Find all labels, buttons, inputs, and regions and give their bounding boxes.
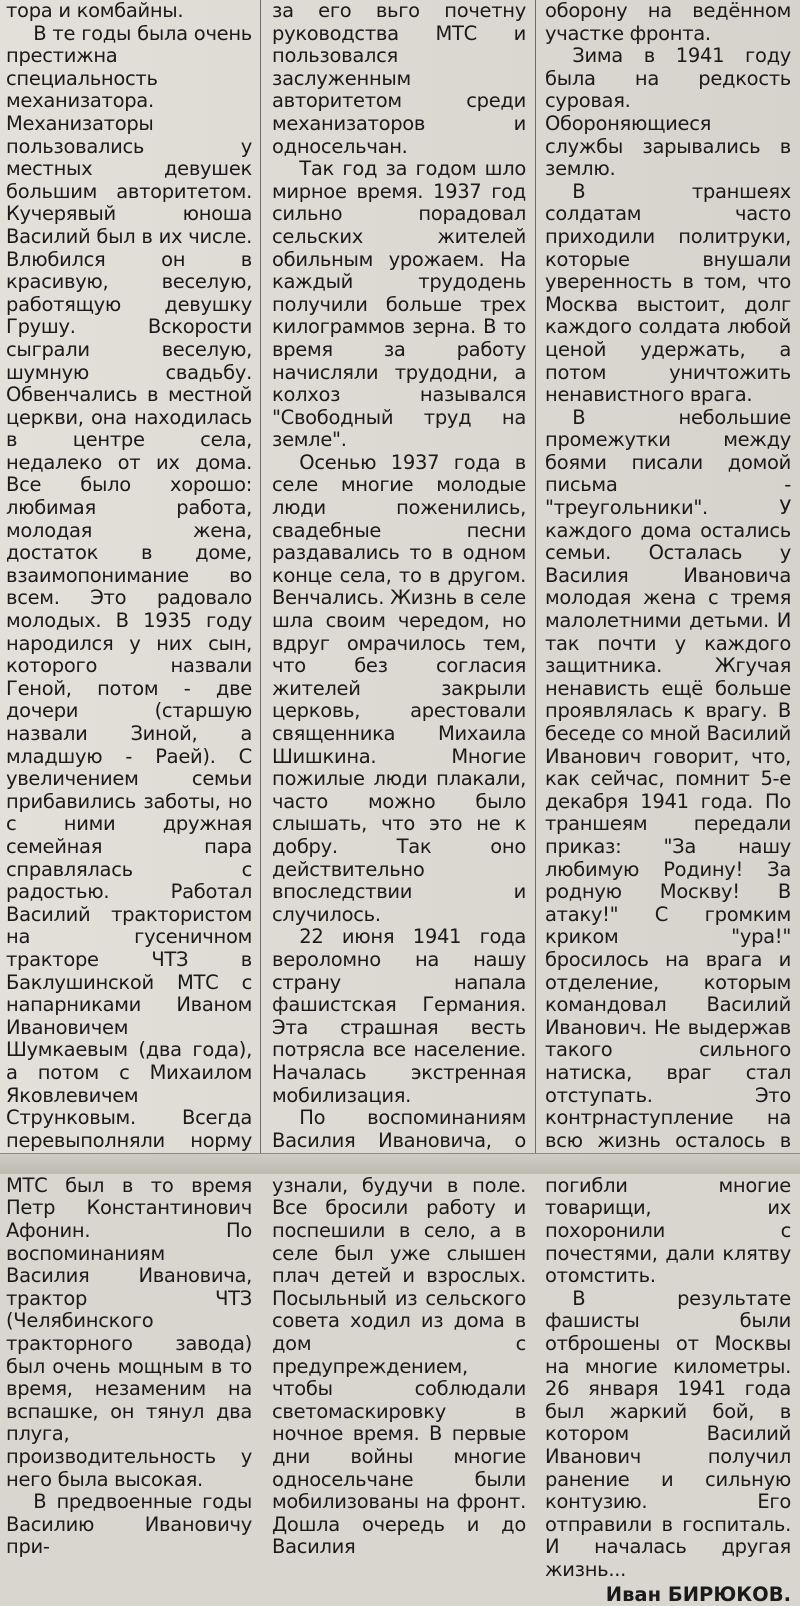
- article-column-2: [272, 0, 526, 1559]
- paragraph: Зима в 1941 году была на редкость суровая. Обороняющиеся службы зарывались в землю.: [545, 44, 791, 181]
- paragraph: В результате фашисты были отброшены от Москвы на многие километры. 26 января 1941 года был жаркий бой, в котором Василий Иванович получил ранение и сильную контузию. Его отправили в госпиталь. И началась другая жизнь...: [545, 1286, 791, 1581]
- page-bottom-edge: [0, 1153, 800, 1174]
- article-column-1: [6, 0, 252, 1559]
- author-signature: Иван БИРЮКОВ.: [605, 1582, 791, 1606]
- paragraph: В траншеях солдатам часто приходили политруки, которые внушали уверенность в том, что Москва выстоит, долг каждого солдата любой ценой удержать, а потом уничтожить ненавистного врага.: [545, 179, 791, 407]
- paragraph: 22 июня 1941 года вероломно на нашу страну напала фашистская Германия. Эта страшная весть потрясла все население. Началась экстренная мобилизация.: [272, 925, 526, 1107]
- paragraph: тора и комбайны.: [6, 0, 184, 22]
- paragraph: Осенью 1937 года в селе многие молодые люди поженились, свадебные песни раздавались то в одном конце села, то в другом. Венчались. Жизнь в селе шла своим чередом, но вдруг омрачилось тем, что без согласия жителей закрыли церковь, арестовали священника Михаила Шишкина. Многие пожилые люди плакали, часто можно было слышать, что это не к добру. Так оно действительно впоследствии и случилось.: [272, 450, 526, 926]
- paragraph: В небольшие промежутки между боями писали домой письма - "треугольники". У каждого дома остались семьи. Осталась у Василия Ивановича молодая жена с тремя малолетними детьми. И так почти у каждого защитника. Жгучая ненависть ещё больше проявлялась к врагу. В беседе со мной Василий Иванович говорит, что, как сейчас, помнит 5-е декабря 1941 года. По траншеям передали приказ: "За нашу любимую Родину! За родную Москву! В атаку!" С громким криком "ура!" бросилось на врага и отделение, которым командовал Василий Иванович. Не выдержав такого сильного натиска, враг стал отступать. Это контрнаступление на всю жизнь осталось в погибли многие товарищи, их похоронили с почестями, дали клятву отомстить.: [545, 405, 791, 1288]
- paragraph: В предвоенные годы Василию Ивановичу при-: [6, 1490, 252, 1559]
- paragraph: По воспоминаниям Василия Ивановича, о узнали, будучи в поле. Все бросили работу и поспешили в село, а в селе был уже слышен плач детей и взрослых. Посыльный из сельского совета ходил из дома в дом с предупреждением, чтобы соблюдали светомаскировку в ночное время. В первые дни войны многие односельчане были мобилизованы на фронт. Дошла очередь и до Василия: [272, 1106, 526, 1559]
- column-divider-2: [535, 0, 536, 1154]
- paragraph: за его вьго почетну руководства МТС и пользовался заслуженным авторитетом среди механизаторов и односельчан.: [272, 0, 526, 158]
- article-column-3: [545, 0, 791, 1606]
- paragraph: В те годы была очень престижна специальность механизатора. Механизаторы пользовались у местных девушек большим авторитетом. Кучерявый юноша Василий был в их числе. Влюбился он в красивую, веселую, работящую девушку Грушу. Вскорости сыграли веселую, шумную свадьбу. Обвенчались в местной церкви, она находилась в центре села, недалеко от их дома. Все было хорошо: любимая работа, молодая жена, достаток в доме, взаимопонимание во всем. Это радовало молодых. В 1935 году народился у них сын, которого назвали Геной, потом - две дочери (старшую назвали Зиной, а младшую - Раей). С увеличением семьи прибавились заботы, но с ними дружная семейная пара справлялась с радостью. Работал Василий трактористом на гусеничном тракторе ЧТЗ в Баклушинской МТС с напарниками Иваном Ивановичем Шумкаевым (два года), а потом с Михаилом Яковлевичем Струнковым. Всегда перевыполняли норму МТС был в то время Петр Константинович Афонин. По воспоминаниям Василия Ивановича, трактор ЧТЗ (Челябинского тракторного завода) был очень мощным в то время, незаменим на вспашке, он тянул два плуга, производительность у него была высокая.: [6, 21, 252, 1491]
- paragraph: Так год за годом шло мирное время. 1937 год сильно порадовал сельских жителей обильным урожаем. На каждый трудодень получили больше трех килограммов зерна. В то время за работу начисляли трудодни, а колхоз назывался "Свободный труд на земле".: [272, 157, 526, 452]
- column-divider-1: [260, 0, 261, 1154]
- paragraph: оборону на ведённом участке фронта.: [545, 0, 791, 45]
